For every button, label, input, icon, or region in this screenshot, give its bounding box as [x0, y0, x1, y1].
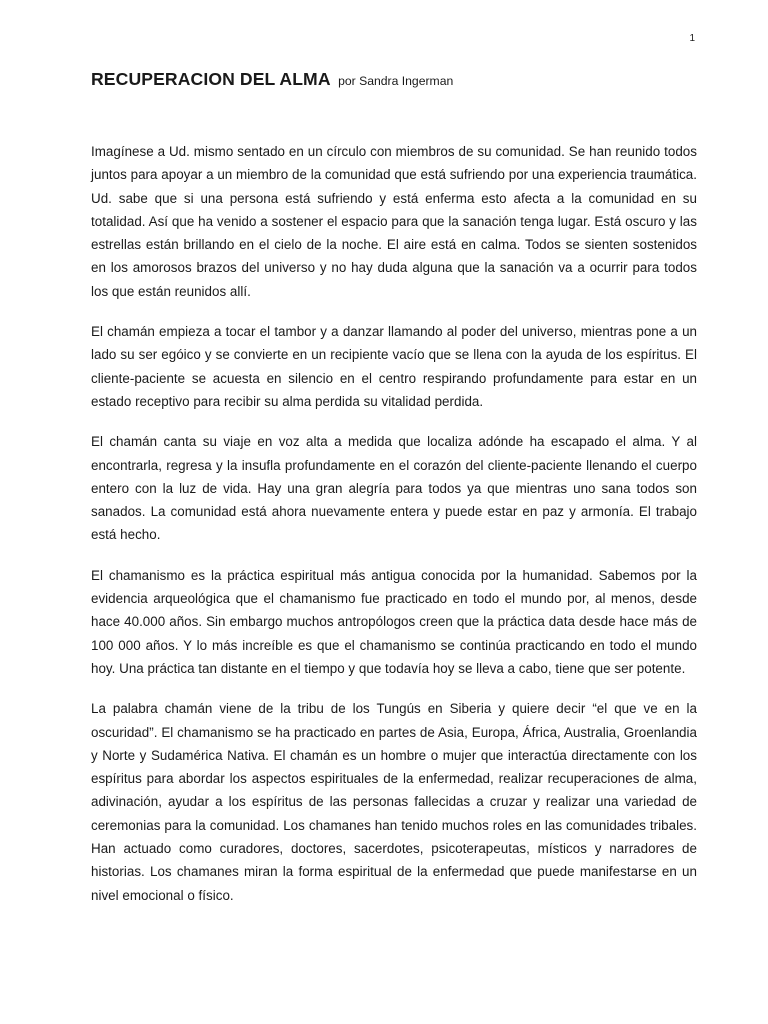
paragraph-3: El chamán canta su viaje en voz alta a medida que localiza adónde ha escapado el alma. Y al encontrarla, regresa y la insufla profundamente en el corazón del cliente-paciente llenando el cuerpo entero con la luz de vida. Hay una gran alegría para todos ya que mientras uno sana todos son sanados. La comunidad está ahora nuevamente entera y puede estar en paz y armonía. El trabajo está hecho. — [91, 434, 697, 543]
document-title — [91, 69, 697, 90]
title-main: RECUPERACION DEL ALMA — [91, 69, 331, 89]
paragraph-4: El chamanismo es la práctica espiritual más antigua conocida por la humanidad. Sabemos por la evidencia arqueológica que el chamanismo fue practicado en todo el mundo por, al menos, desde hace 40.000 años. Sin embargo muchos antropólogos creen que la práctica data desde hace más de 100 000 años. Y lo más increíble es que el chamanismo se continúa practicando en todo el mundo hoy. Una práctica tan distante en el tiempo y que todavía hoy se lleva a cabo, tiene que ser potente. — [91, 567, 697, 676]
page-number: 1 — [689, 33, 695, 44]
paragraph-1: Imagínese a Ud. mismo sentado en un círculo con miembros de su comunidad. Se han reunido todos juntos para apoyar a un miembro de la comunidad que está sufriendo por una experiencia traumática. Ud. sabe que si una persona está sufriendo y está enferma esto afecta a la comunidad en su totalidad. Así que ha venido a sostener el espacio para que la sanación tenga lugar. Está oscuro y las estrellas están brillando en el cielo de la noche. El aire está en calma. Todos se sienten sostenidos en los amorosos brazos del universo y no hay duda alguna que la sanación va a ocurrir para todos los que están reunidos allí. — [91, 144, 697, 299]
paragraph-5: La palabra chamán viene de la tribu de los Tungús en Siberia y quiere decir “el que ve en la oscuridad”. El chamanismo se ha practicado en partes de Asia, Europa, África, Australia, Groenlandia y Norte y Sudamérica Nativa. El chamán es un hombre o mujer que interactúa directamente con los espíritus para abordar los aspectos espirituales de la enfermedad, realizar recuperaciones de alma, adivinación, ayudar a los espíritus de las personas fallecidas a cruzar y realizar una variedad de ceremonias para la comunidad. Los chamanes han tenido muchos roles en las comunidades tribales. Han actuado como curadores, doctores, sacerdotes, psicoterapeutas, místicos y narradores de historias. Los chamanes miran la forma espiritual de la enfermedad que puede manifestarse en un nivel emocional o físico. — [91, 701, 697, 903]
paragraph-2: El chamán empieza a tocar el tambor y a danzar llamando al poder del universo, mientras pone a un lado su ser egóico y se convierte en un recipiente vacío que se llena con la ayuda de los espíritus. El cliente-paciente se acuesta en silencio en el centro respirando profundamente para estar en un estado receptivo para recibir su alma perdida su vitalidad perdida. — [91, 324, 697, 409]
title-byline: por Sandra Ingerman — [338, 74, 454, 88]
document-body — [91, 140, 697, 924]
